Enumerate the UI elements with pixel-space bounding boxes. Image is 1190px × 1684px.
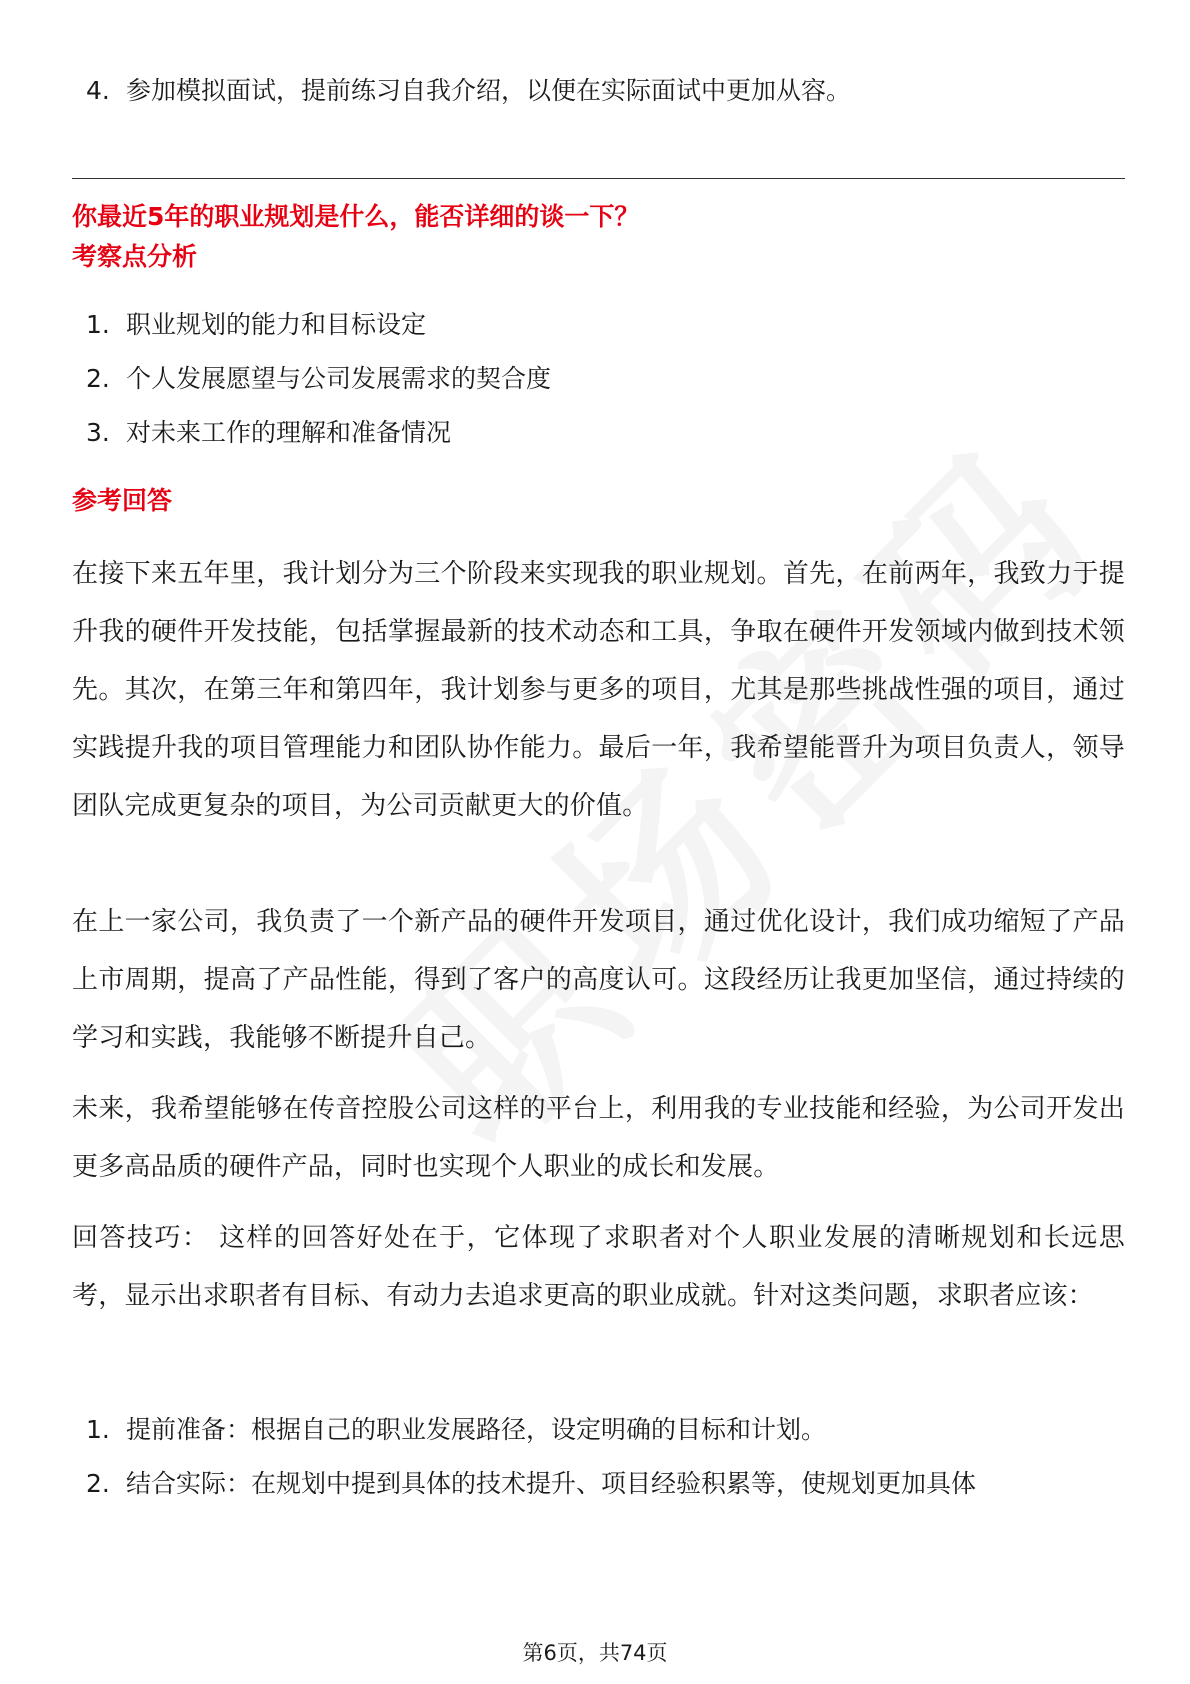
list-number: 1. [86, 310, 110, 339]
list-number: 2. [86, 1469, 110, 1498]
answer-tips-paragraph: 回答技巧： 这样的回答好处在于，它体现了求职者对个人职业发展的清晰规划和长远思考，显示出求职者有目标、有动力去追求更高的职业成就。针对这类问题，求职者应该： [72, 1223, 1125, 1311]
list-item [80, 309, 551, 341]
list-text: 个人发展愿望与公司发展需求的契合度 [126, 364, 552, 393]
list-text: 职业规划的能力和目标设定 [126, 310, 427, 339]
list-item [80, 75, 851, 107]
top-list [80, 75, 851, 107]
list-number: 3. [86, 418, 110, 447]
list-item [80, 417, 551, 449]
answer-heading: 参考回答 [72, 486, 173, 515]
list-text: 参加模拟面试，提前练习自我介绍，以便在实际面试中更加从容。 [126, 76, 852, 105]
list-item [80, 1414, 976, 1446]
list-number: 2. [86, 364, 110, 393]
list-number: 1. [86, 1415, 110, 1444]
answer-paragraph: 在接下来五年里，我计划分为三个阶段来实现我的职业规划。首先，在前两年，我致力于提升我的硬件开发技能，包括掌握最新的技术动态和工具，争取在硬件开发领域内做到技术领先。其次，在第三年和第四年，我计划参与更多的项目，尤其是那些挑战性强的项目，通过实践提升我的项目管理能力和团队协作能力。最后一年，我希望能晋升为项目负责人，领导团队完成更复杂的项目，为公司贡献更大的价值。 [72, 559, 1125, 821]
list-item [80, 1468, 976, 1500]
section-divider [72, 178, 1125, 179]
list-number: 4. [86, 76, 110, 105]
page-footer: 第6页，共74页 [522, 1641, 668, 1665]
analysis-list [80, 309, 551, 449]
list-text: 对未来工作的理解和准备情况 [126, 418, 452, 447]
list-item [80, 363, 551, 395]
question-title: 你最近5年的职业规划是什么，能否详细的谈一下？ [72, 202, 640, 231]
answer-paragraph: 在上一家公司，我负责了一个新产品的硬件开发项目，通过优化设计，我们成功缩短了产品上市周期，提高了产品性能，得到了客户的高度认可。这段经历让我更加坚信，通过持续的学习和实践，我能够不断提升自己。 [72, 907, 1125, 1053]
answer-paragraph: 未来，我希望能够在传音控股公司这样的平台上，利用我的专业技能和经验，为公司开发出更多高品质的硬件产品，同时也实现个人职业的成长和发展。 [72, 1094, 1125, 1182]
list-text: 结合实际：在规划中提到具体的技术提升、项目经验积累等，使规划更加具体 [126, 1469, 977, 1498]
list-text: 提前准备：根据自己的职业发展路径，设定明确的目标和计划。 [126, 1415, 827, 1444]
analysis-heading: 考察点分析 [72, 242, 198, 271]
tips-list [80, 1414, 976, 1500]
